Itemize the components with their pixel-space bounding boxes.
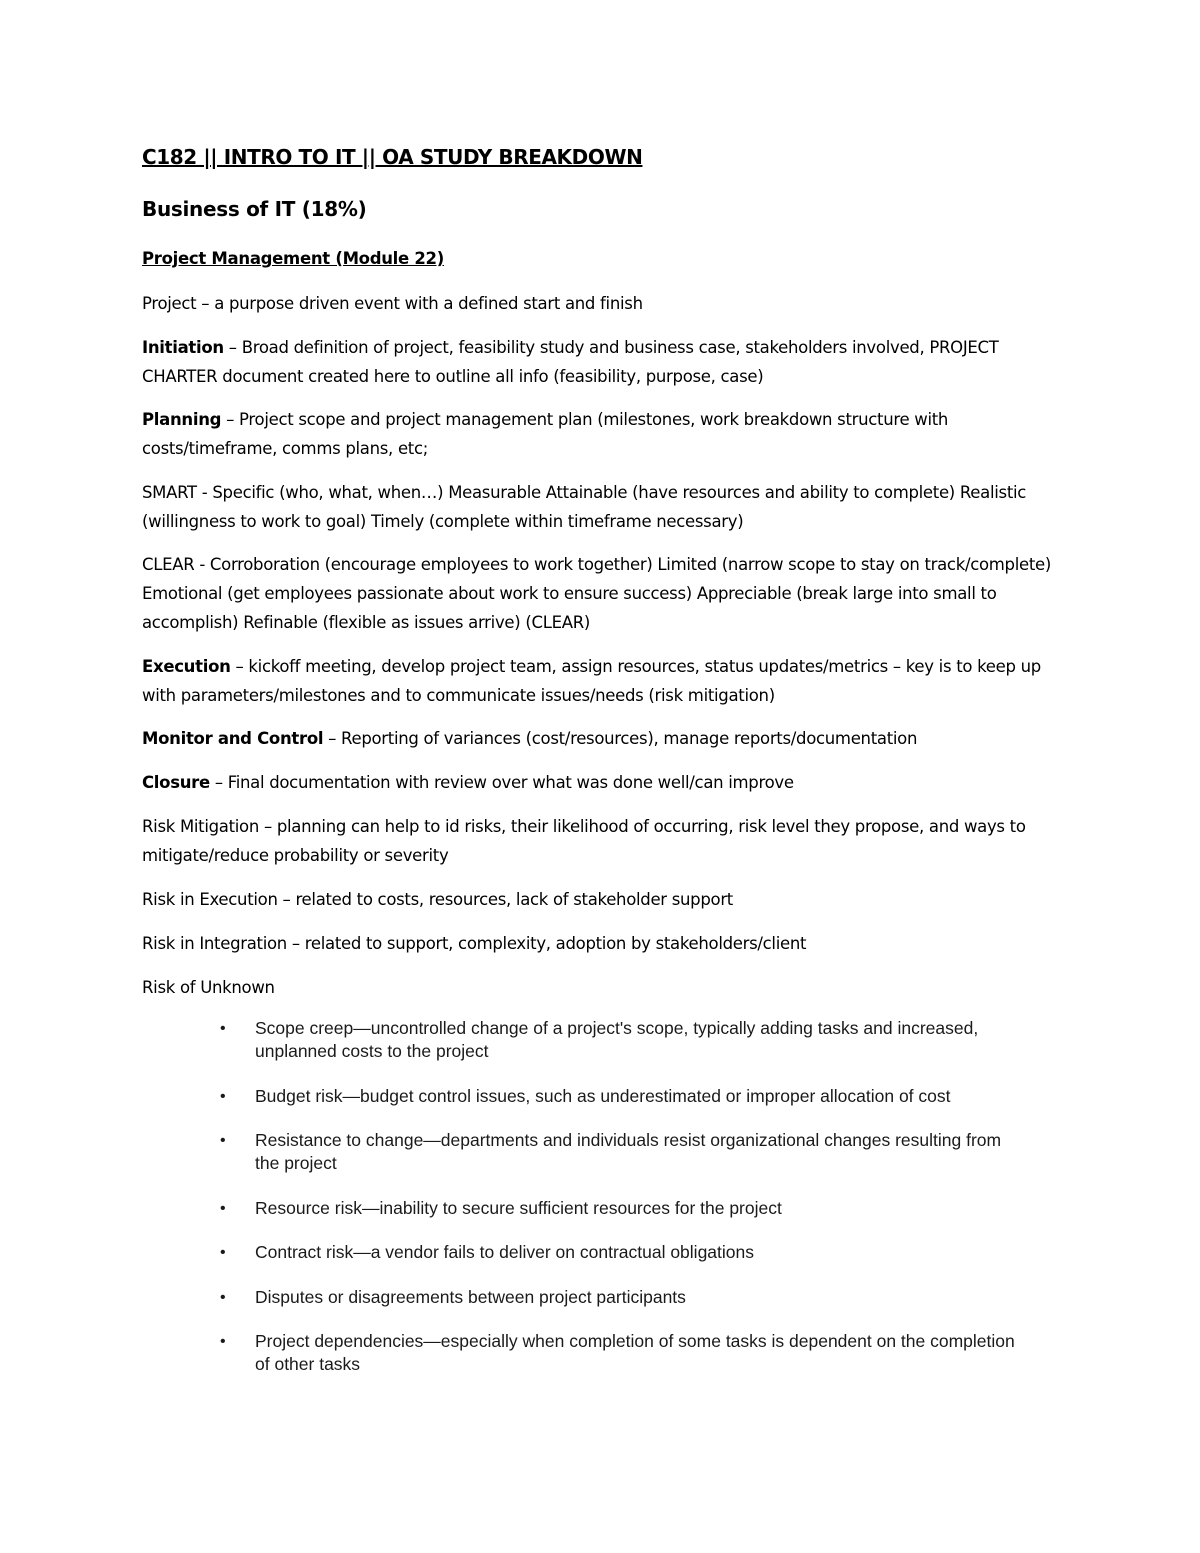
paragraph-initiation (142, 333, 1072, 391)
paragraph-closure (142, 768, 1072, 797)
paragraph-text: – Broad definition of project, feasibility study and business case, stakeholders involved, PROJECT CHARTER document created here to outline all info (feasibility, purpose, case) (142, 338, 999, 386)
paragraph-text: – Final documentation with review over what was done well/can improve (209, 773, 794, 792)
paragraph-term: Execution (142, 657, 231, 676)
paragraph-risk-unknown (142, 973, 1072, 1002)
list-item (142, 1017, 1015, 1063)
document-title: C182 || INTRO TO IT || OA STUDY BREAKDOWN (142, 145, 643, 169)
bullet-icon: • (220, 1333, 226, 1350)
bullet-icon: • (220, 1244, 226, 1261)
section-heading: Business of IT (18%) (142, 197, 367, 221)
bullet-icon: • (220, 1199, 226, 1217)
risk-bullet-list (142, 1017, 1072, 1398)
bullet-icon: • (220, 1288, 226, 1306)
list-item-text: Resistance to change—departments and individuals resist organizational changes resulting from the project (255, 1130, 1002, 1173)
paragraph-planning (142, 405, 1072, 463)
list-item (142, 1129, 1015, 1175)
paragraph-text: Risk in Execution – related to costs, resources, lack of stakeholder support (142, 890, 733, 909)
subsection-heading: Project Management (Module 22) (142, 249, 444, 268)
paragraph-monitor-control (142, 724, 1072, 753)
paragraph-text: CLEAR - Corroboration (encourage employees to work together) Limited (narrow scope to stay on track/complete) Emotional (get employees passionate about work to ensure success) Appreciable (break large into small to accomplish) Refinable (flexible as issues arrive) (CLEAR) (142, 555, 1052, 632)
bullet-icon: • (220, 1020, 226, 1037)
paragraph-text: Risk of Unknown (142, 978, 275, 997)
paragraph-text: Risk in Integration – related to support, complexity, adoption by stakeholders/client (142, 934, 807, 953)
paragraph-text: – Reporting of variances (cost/resources), manage reports/documentation (323, 729, 918, 748)
paragraph-term: Closure (142, 773, 210, 792)
paragraph-risk-execution (142, 885, 1072, 914)
paragraph-term: Initiation (142, 338, 224, 357)
paragraph-text: – kickoff meeting, develop project team, assign resources, status updates/metrics – key is to keep up with parameters/milestones and to communicate issues/needs (risk mitigation) (142, 657, 1041, 705)
list-item-text: Contract risk—a vendor fails to deliver on contractual obligations (255, 1242, 754, 1262)
list-item-text: Budget risk—budget control issues, such as underestimated or improper allocation of cost (255, 1085, 951, 1106)
list-item (142, 1241, 1015, 1264)
paragraph-project (142, 289, 1072, 318)
paragraph-term: Monitor and Control (142, 729, 324, 748)
paragraph-term: Planning (142, 410, 222, 429)
list-item (142, 1085, 1015, 1108)
list-item (142, 1330, 1015, 1376)
paragraph-risk-mitigation (142, 812, 1072, 870)
paragraph-text: Risk Mitigation – planning can help to id risks, their likelihood of occurring, risk level they propose, and ways to mitigate/reduce probability or severity (142, 817, 1026, 865)
paragraph-smart (142, 478, 1072, 536)
list-item-text: Scope creep—uncontrolled change of a project's scope, typically adding tasks and increased, unplanned costs to the project (255, 1018, 979, 1061)
paragraph-risk-integration (142, 929, 1072, 958)
bullet-icon: • (220, 1132, 226, 1149)
paragraph-text: SMART - Specific (who, what, when…) Measurable Attainable (have resources and ability to complete) Realistic (willingness to work to goal) Timely (complete within timeframe necessary) (142, 483, 1027, 531)
list-item (142, 1286, 1015, 1309)
list-item-text: Resource risk—inability to secure sufficient resources for the project (255, 1197, 782, 1218)
list-item-text: Project dependencies—especially when completion of some tasks is dependent on the completion of other tasks (255, 1331, 1015, 1374)
paragraph-text: Project – a purpose driven event with a defined start and finish (142, 294, 643, 313)
paragraph-execution (142, 652, 1072, 710)
list-item (142, 1197, 1015, 1220)
bullet-icon: • (220, 1087, 226, 1105)
paragraph-clear (142, 550, 1072, 637)
paragraph-text: – Project scope and project management plan (milestones, work breakdown structure with costs/timeframe, comms plans, etc; (142, 410, 949, 458)
list-item-text: Disputes or disagreements between project participants (255, 1286, 686, 1307)
